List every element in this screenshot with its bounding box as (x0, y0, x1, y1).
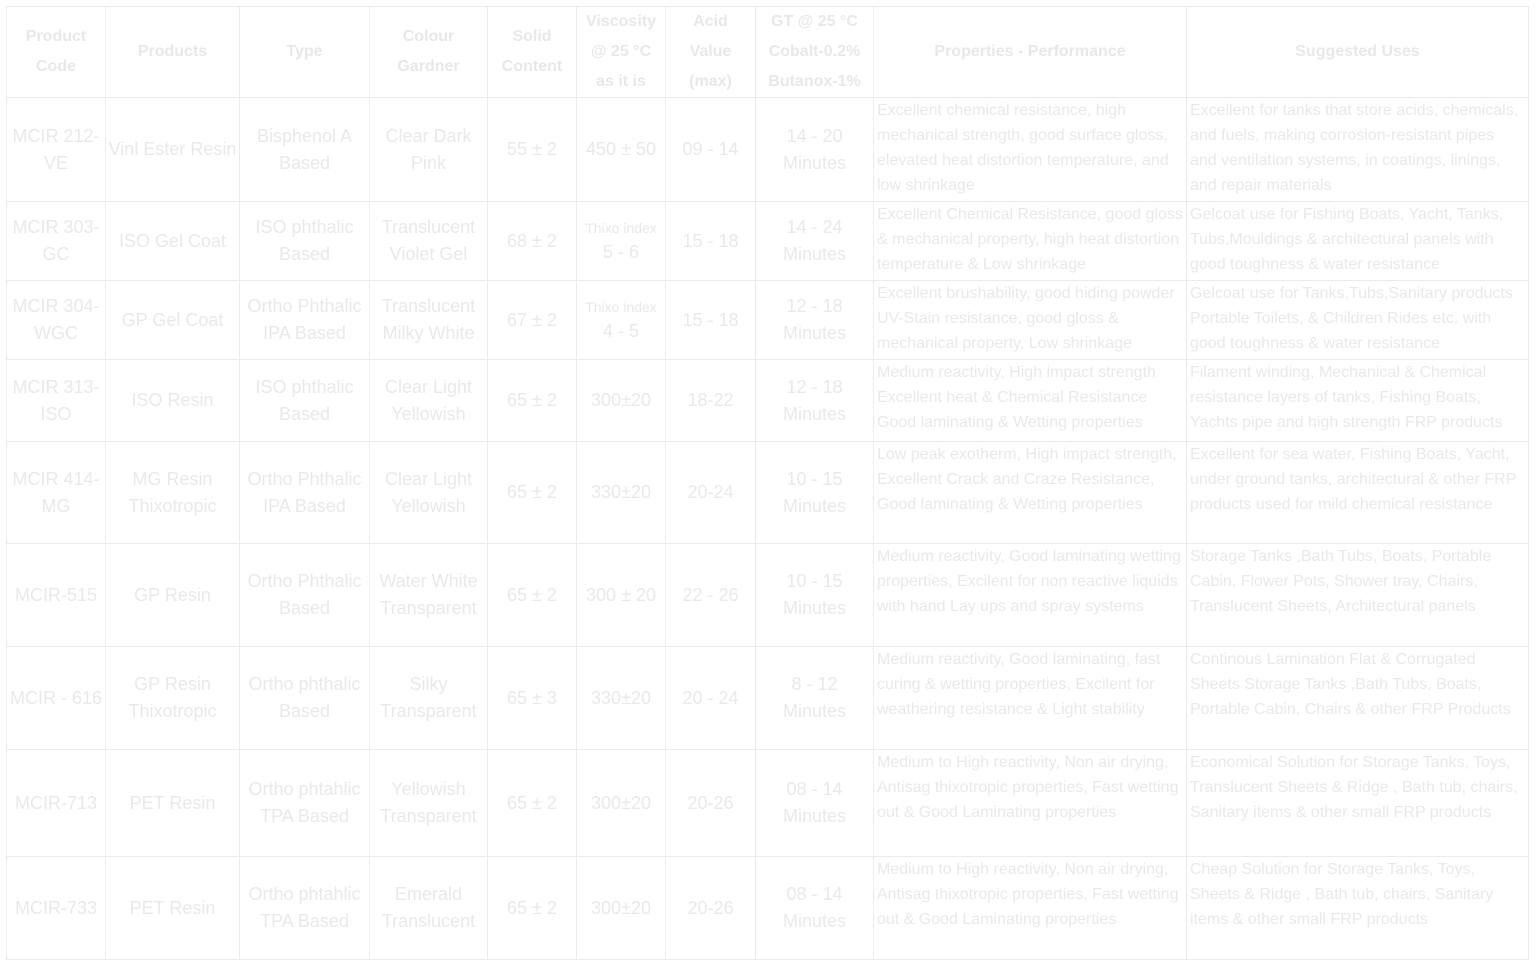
cell-product: PET Resin (106, 750, 240, 857)
cell-colour: Silky Transparent (370, 647, 488, 750)
cell-properties: Low peak exotherm, High impact strength, Excellent Crack and Craze Resistance, Good laminating & Wetting properties (874, 442, 1187, 544)
header-type: Type (240, 7, 370, 98)
cell-acid: 20 - 24 (666, 647, 756, 750)
cell-colour: Translucent Violet Gel (370, 202, 488, 281)
cell-uses: Cheap Solution for Storage Tanks, Toys, Sheets & Ridge , Bath tub, chairs, Sanitary items & other small FRP products (1187, 857, 1529, 960)
cell-solid: 65 ± 2 (488, 750, 577, 857)
cell-properties: Medium to High reactivity, Non air drying, Antisag thixotropic properties, Fast wetting out & Good Laminating properties (874, 857, 1187, 960)
table-row (7, 544, 1529, 647)
cell-properties: Excellent brushability, good hiding powder UV-Stain resistance, good gloss & mechanical property, Low shrinkage (874, 281, 1187, 360)
cell-gel-time: 14 - 24 Minutes (756, 202, 874, 281)
cell-properties: Excellent Chemical Resistance, good gloss & mechanical property, high heat distortion temperature & Low shrinkage (874, 202, 1187, 281)
cell-viscosity: Thixo index 4 - 5 (577, 281, 666, 360)
cell-gel-time: 08 - 14 Minutes (756, 857, 874, 960)
cell-type: Ortho Phthalic IPA Based (240, 442, 370, 544)
cell-properties: Medium reactivity, Good laminating wetting properties, Excilent for non reactive liquids with hand Lay ups and spray systems (874, 544, 1187, 647)
cell-viscosity: 300±20 (577, 750, 666, 857)
cell-product: MG Resin Thixotropic (106, 442, 240, 544)
cell-product: ISO Gel Coat (106, 202, 240, 281)
cell-code: MCIR - 616 (7, 647, 106, 750)
cell-acid: 15 - 18 (666, 281, 756, 360)
header-colour: Colour Gardner (370, 7, 488, 98)
header-gel-time: GT @ 25 °C Cobalt-0.2% Butanox-1% (756, 7, 874, 98)
cell-solid: 55 ± 2 (488, 98, 577, 202)
cell-solid: 65 ± 2 (488, 442, 577, 544)
cell-colour: Emerald Translucent (370, 857, 488, 960)
cell-code: MCIR-515 (7, 544, 106, 647)
cell-uses: Excellent for sea water, Fishing Boats, Yacht, under ground tanks, architectural & other FRP products used for mild chemical resistance (1187, 442, 1529, 544)
cell-solid: 68 ± 2 (488, 202, 577, 281)
header-suggested-uses: Suggested Uses (1187, 7, 1529, 98)
cell-viscosity: Thixo index 5 - 6 (577, 202, 666, 281)
cell-type: ISO phthalic Based (240, 360, 370, 442)
cell-colour: Translucent Milky White (370, 281, 488, 360)
cell-uses: Economical Solution for Storage Tanks, Toys, Translucent Sheets & Ridge , Bath tub, chairs, Sanitary items & other small FRP products (1187, 750, 1529, 857)
table-row (7, 281, 1529, 360)
cell-product: GP Gel Coat (106, 281, 240, 360)
table-row (7, 202, 1529, 281)
cell-solid: 67 ± 2 (488, 281, 577, 360)
cell-colour: Clear Light Yellowish (370, 360, 488, 442)
cell-viscosity: 300 ± 20 (577, 544, 666, 647)
cell-viscosity: 330±20 (577, 442, 666, 544)
header-products: Products (106, 7, 240, 98)
cell-uses: Filament winding, Mechanical & Chemical resistance layers of tanks, Fishing Boats, Yachts pipe and high strength FRP products (1187, 360, 1529, 442)
cell-solid: 65 ± 2 (488, 544, 577, 647)
cell-viscosity: 300±20 (577, 360, 666, 442)
cell-gel-time: 08 - 14 Minutes (756, 750, 874, 857)
cell-code: MCIR 303-GC (7, 202, 106, 281)
cell-gel-time: 14 - 20 Minutes (756, 98, 874, 202)
cell-gel-time: 12 - 18 Minutes (756, 360, 874, 442)
cell-type: Ortho Phthalic IPA Based (240, 281, 370, 360)
cell-code: MCIR-713 (7, 750, 106, 857)
cell-type: Ortho phtahlic TPA Based (240, 857, 370, 960)
cell-colour: Clear Dark Pink (370, 98, 488, 202)
cell-product: GP Resin (106, 544, 240, 647)
cell-code: MCIR 304-WGC (7, 281, 106, 360)
cell-gel-time: 12 - 18 Minutes (756, 281, 874, 360)
cell-uses: Storage Tanks ,Bath Tubs, Boats, Portable Cabin, Flower Pots, Shower tray, Chairs, Translucent Sheets, Architectural panels (1187, 544, 1529, 647)
cell-colour: Clear Light Yellowish (370, 442, 488, 544)
cell-type: Ortho phthalic Based (240, 647, 370, 750)
cell-type: ISO phthalic Based (240, 202, 370, 281)
cell-acid: 15 - 18 (666, 202, 756, 281)
cell-code: MCIR 313-ISO (7, 360, 106, 442)
cell-acid: 20-26 (666, 750, 756, 857)
cell-type: Ortho Phthalic Based (240, 544, 370, 647)
cell-code: MCIR 212-VE (7, 98, 106, 202)
header-viscosity: Viscosity @ 25 °C as it is (577, 7, 666, 98)
table-row (7, 647, 1529, 750)
cell-solid: 65 ± 2 (488, 857, 577, 960)
cell-properties: Medium reactivity, High impact strength Excellent heat & Chemical Resistance Good laminating & Wetting properties (874, 360, 1187, 442)
cell-acid: 22 - 26 (666, 544, 756, 647)
product-table (6, 6, 1529, 960)
cell-colour: Yellowish Transparent (370, 750, 488, 857)
cell-gel-time: 8 - 12 Minutes (756, 647, 874, 750)
header-product-code: Product Code (7, 7, 106, 98)
cell-product: PET Resin (106, 857, 240, 960)
header-properties: Properties - Performance (874, 7, 1187, 98)
table-row (7, 98, 1529, 202)
cell-viscosity: 300±20 (577, 857, 666, 960)
cell-gel-time: 10 - 15 Minutes (756, 442, 874, 544)
cell-acid: 18-22 (666, 360, 756, 442)
cell-type: Ortho phtahlic TPA Based (240, 750, 370, 857)
header-solid-content: Solid Content (488, 7, 577, 98)
cell-uses: Gelcoat use for Fishing Boats, Yacht, Tanks, Tubs,Mouldings & architectural panels with good toughness & water resistance (1187, 202, 1529, 281)
cell-uses: Continous Lamination Flat & Corrugated Sheets Storage Tanks ,Bath Tubs, Boats, Portable Cabin, Chairs & other FRP Products (1187, 647, 1529, 750)
cell-code: MCIR 414-MG (7, 442, 106, 544)
cell-properties: Excellent chemical resistance, high mechanical strength, good surface gloss, elevated heat distortion temperature, and low shrinkage (874, 98, 1187, 202)
cell-acid: 20-26 (666, 857, 756, 960)
cell-solid: 65 ± 2 (488, 360, 577, 442)
cell-product: GP Resin Thixotropic (106, 647, 240, 750)
cell-code: MCIR-733 (7, 857, 106, 960)
cell-viscosity: 450 ± 50 (577, 98, 666, 202)
cell-type: Bisphenol A Based (240, 98, 370, 202)
cell-solid: 65 ± 3 (488, 647, 577, 750)
cell-uses: Gelcoat use for Tanks,Tubs,Sanitary products Portable Toilets, & Children Rides etc. with good toughness & water resistance (1187, 281, 1529, 360)
cell-colour: Water White Transparent (370, 544, 488, 647)
cell-properties: Medium to High reactivity, Non air drying, Antisag thixotropic properties, Fast wetting out & Good Laminating properties (874, 750, 1187, 857)
cell-product: Vinl Ester Resin (106, 98, 240, 202)
table-row (7, 750, 1529, 857)
cell-acid: 09 - 14 (666, 98, 756, 202)
table-row (7, 442, 1529, 544)
cell-viscosity: 330±20 (577, 647, 666, 750)
header-row (7, 7, 1529, 98)
cell-properties: Medium reactivity, Good laminating, fast curing & wetting properties, Excilent for weathering resistance & Light stability (874, 647, 1187, 750)
cell-product: ISO Resin (106, 360, 240, 442)
cell-uses: Excellent for tanks that store acids, chemicals, and fuels, making corrosion-resistant pipes and ventilation systems, in coatings, linings, and repair materials (1187, 98, 1529, 202)
table-row (7, 857, 1529, 960)
cell-acid: 20-24 (666, 442, 756, 544)
table-row (7, 360, 1529, 442)
header-acid-value: Acid Value (max) (666, 7, 756, 98)
cell-gel-time: 10 - 15 Minutes (756, 544, 874, 647)
